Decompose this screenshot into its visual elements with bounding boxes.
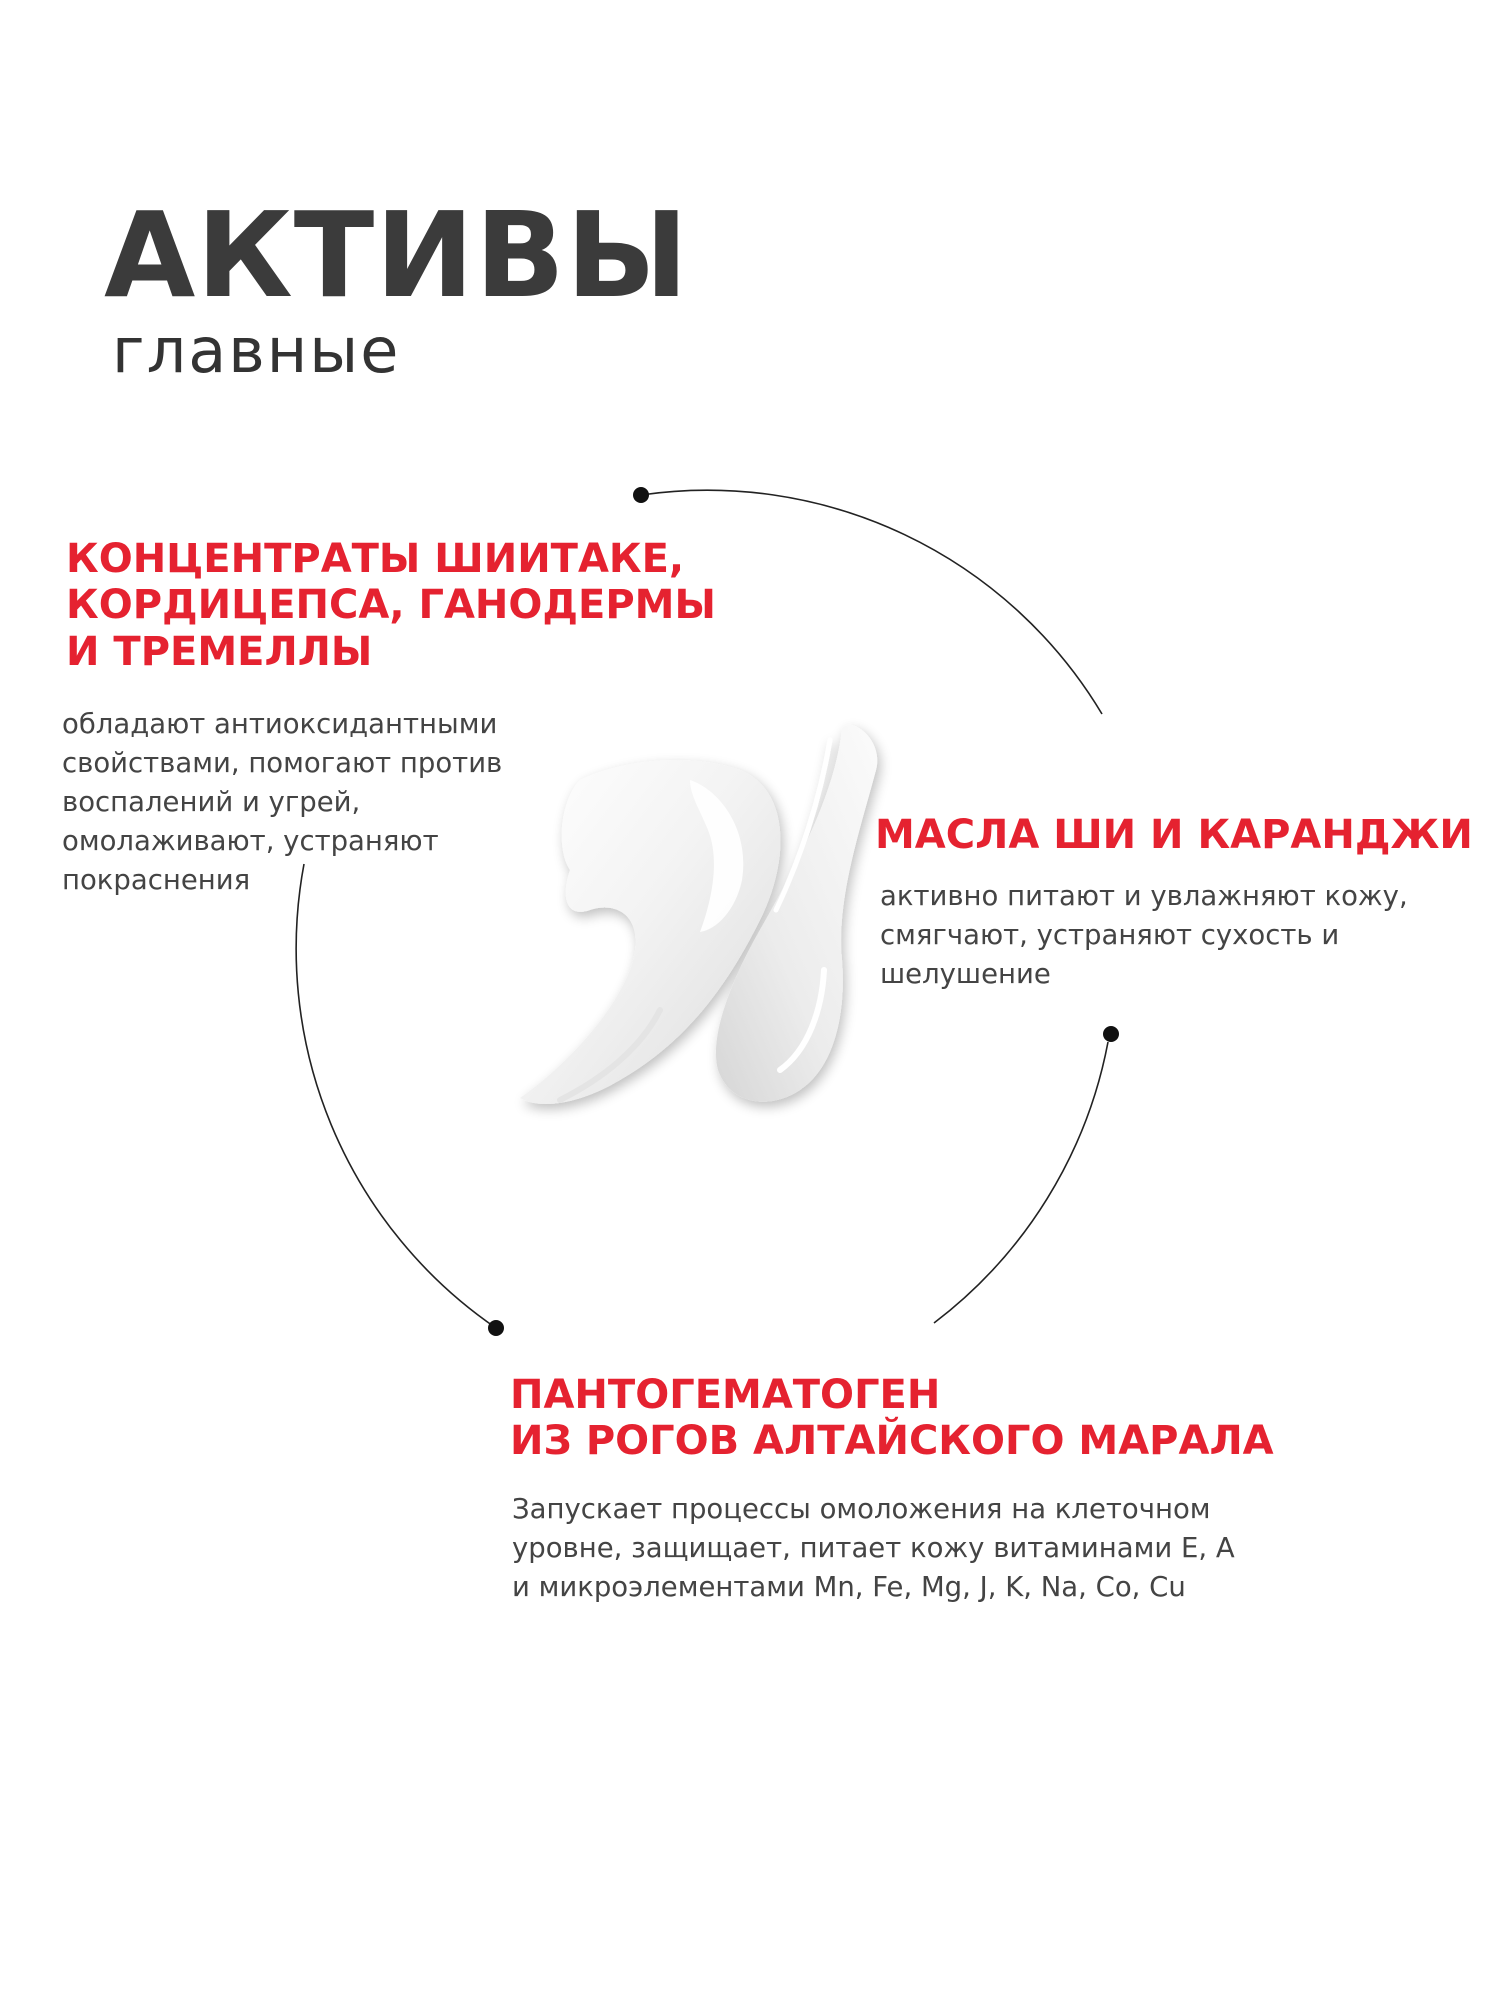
title-line: И ТРЕМЕЛЛЫ bbox=[66, 628, 373, 675]
cream-swatch bbox=[520, 725, 877, 1104]
text-line: свойствами, помогают против bbox=[62, 747, 503, 780]
active-title-pantohematogen bbox=[510, 1372, 1274, 1465]
active-title-mushrooms bbox=[66, 536, 716, 675]
text-line: активно питают и увлажняют кожу, bbox=[880, 880, 1408, 912]
text-line: Запускает процессы омоложения на клеточном bbox=[512, 1493, 1211, 1525]
title-line: КОНЦЕНТРАТЫ ШИИТАКЕ, bbox=[66, 536, 685, 582]
title-line: МАСЛА ШИ И КАРАНДЖИ bbox=[875, 812, 1473, 858]
text-line: шелушение bbox=[880, 958, 1051, 991]
text-line: уровне, защищает, питает кожу витаминами Е, А bbox=[512, 1532, 1235, 1565]
title-line: ПАНТОГЕМАТОГЕН bbox=[510, 1372, 941, 1418]
text-line: смягчают, устраняют сухость и bbox=[880, 919, 1340, 952]
dot-left bbox=[488, 1320, 504, 1336]
title-line: ИЗ РОГОВ АЛТАЙСКОГО МАРАЛА bbox=[510, 1418, 1274, 1465]
text-line: воспалений и угрей, bbox=[62, 786, 361, 819]
text-line: обладают антиоксидантными bbox=[62, 708, 498, 740]
arc-bottom-right bbox=[934, 1042, 1108, 1323]
arc-left bbox=[296, 864, 496, 1328]
text-line: покраснения bbox=[62, 864, 251, 897]
page-subtitle: главные bbox=[112, 314, 401, 387]
page-title: АКТИВЫ bbox=[104, 186, 690, 324]
active-description-pantohematogen bbox=[512, 1490, 1235, 1607]
text-line: и микроэлементами Mn, Fe, Mg, J, K, Na, Co, Cu bbox=[512, 1571, 1186, 1604]
active-description-mushrooms bbox=[62, 705, 502, 900]
dot-top bbox=[633, 487, 649, 503]
text-line: омолаживают, устраняют bbox=[62, 825, 439, 858]
dot-right bbox=[1103, 1026, 1119, 1042]
title-line: КОРДИЦЕПСА, ГАНОДЕРМЫ bbox=[66, 582, 716, 629]
active-title-oils bbox=[875, 812, 1473, 858]
active-description-oils bbox=[880, 877, 1408, 994]
